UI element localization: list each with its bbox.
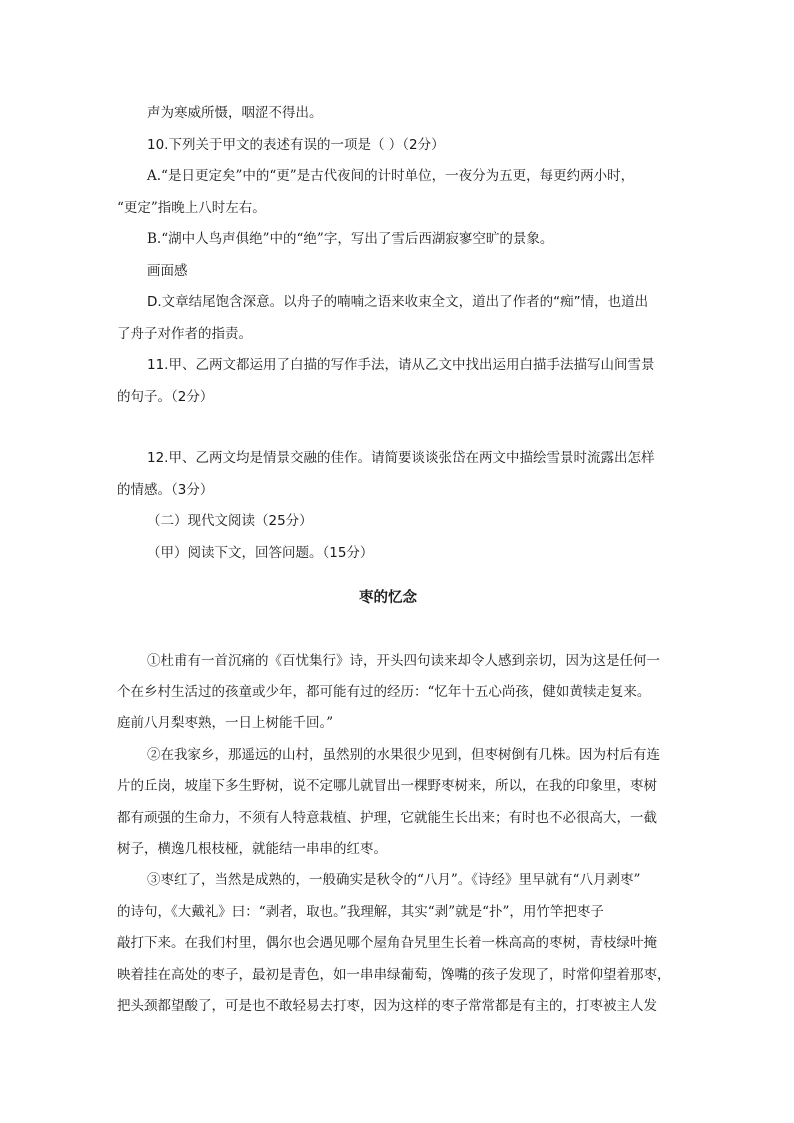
- text-line: 声为寒威所慑，咽涩不得出。: [147, 105, 323, 121]
- option-a-continued: “更定”指晚上八时左右。: [117, 200, 266, 216]
- section-heading: （二）现代文阅读（25分）: [147, 513, 313, 529]
- paragraph-1-line: 个在乡村生活过的孩童或少年，都可能有过的经历：“忆年十五心尚孩，健如黄犊走复来。: [117, 684, 651, 700]
- article-title: 枣的忆念: [359, 589, 417, 606]
- paragraph-2-line: 都有顽强的生命力，不须有人特意栽植、护理，它就能生长出来；有时也不必很高大，一截: [117, 810, 657, 826]
- paragraph-2-line: ②在我家乡，那遥远的山村，虽然别的水果很少见到，但枣树倒有几株。因为村后有连: [147, 747, 660, 763]
- question-12-continued: 的情感。（3分）: [117, 482, 214, 498]
- paragraph-2-line: 片的丘岗，坡崖下多生野树，说不定哪儿就冒出一棵野枣树来，所以，在我的印象里，枣树: [117, 778, 657, 794]
- subsection-heading: （甲）阅读下文，回答问题。（15分）: [147, 545, 374, 561]
- paragraph-3-line: 映着挂在高处的枣子，最初是青色，如一串串绿葡萄，馋嘴的孩子发现了，时常仰望着那枣，: [117, 967, 671, 983]
- paragraph-3-line: 把头颈都望酸了，可是也不敢轻易去打枣，因为这样的枣子常常都是有主的，打枣被主人发: [117, 998, 657, 1014]
- paragraph-3-line: 的诗句，《大戴礼》曰：“剥者，取也。”我理解，其实“剥”就是“扑”，用竹竿把枣子: [117, 904, 604, 920]
- question-12: 12.甲、乙两文均是情景交融的佳作。请简要谈谈张岱在两文中描绘雪景时流露出怎样: [147, 450, 655, 466]
- option-d: D.文章结尾饱含深意。以舟子的喃喃之语来收束全文，道出了作者的“痴”情，也道出: [147, 294, 649, 310]
- question-11-continued: 的句子。（2分）: [117, 389, 214, 405]
- text-line: 画面感: [147, 263, 188, 279]
- question-11: 11.甲、乙两文都运用了白描的写作手法，请从乙文中找出运用白描手法描写山间雪景: [147, 357, 655, 373]
- paragraph-1-line: 庭前八月梨枣熟，一日上树能千回。”: [117, 715, 334, 731]
- option-a: A.“是日更定矣”中的“更”是古代夜间的计时单位，一夜分为五更，每更约两小时，: [147, 168, 635, 184]
- option-b: B.“湖中人鸟声俱绝”中的“绝”字，写出了雪后西湖寂寥空旷的景象。: [147, 231, 554, 247]
- option-d-continued: 了舟子对作者的指责。: [117, 326, 252, 342]
- paragraph-3-line: ③枣红了，当然是成熟的，一般确实是秋令的“八月”。《诗经》里早就有“八月剥枣”: [147, 872, 641, 888]
- paragraph-1-line: ①杜甫有一首沉痛的《百忧集行》诗，开头四句读来却令人感到亲切，因为这是任何一: [147, 653, 660, 669]
- question-10: 10.下列关于甲文的表述有误的一项是（ ）（2分）: [147, 137, 445, 153]
- paragraph-2-line: 树子，横逸几根枝桠，就能结一串串的红枣。: [117, 841, 387, 857]
- paragraph-3-line: 敲打下来。在我们村里，偶尔也会遇见哪个屋角旮旯里生长着一株高高的枣树，青枝绿叶掩: [117, 935, 657, 951]
